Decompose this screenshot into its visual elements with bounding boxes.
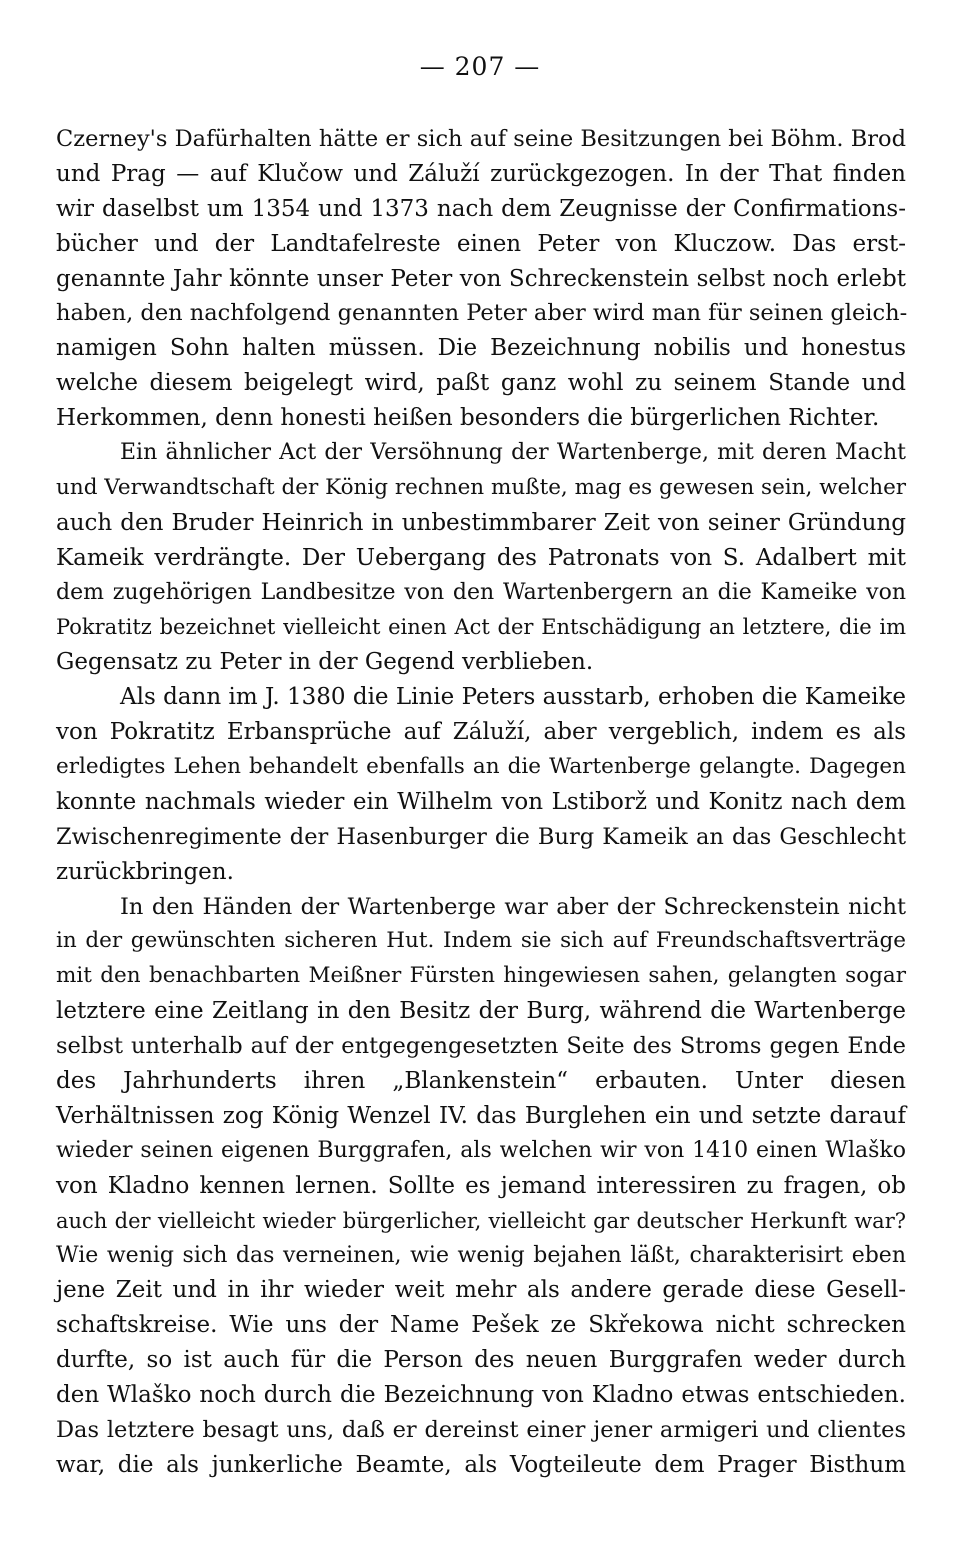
text-line: haben, den nachfolgend genannten Peter aber wird man für seinen gleich- <box>56 300 908 327</box>
text-line: Ein ähnlicher Act der Versöhnung der Wartenberge, mit deren Macht <box>120 440 906 466</box>
text-line: bücher und der Landtafelreste einen Peter von Kluczow. Das erst- <box>56 230 906 257</box>
text-line: Herkommen, denn honesti heißen besonders die bürgerlichen Richter. <box>56 405 880 432</box>
text-line: in der gewünschten sicheren Hut. Indem sie sich auf Freundschaftsverträge <box>56 928 906 954</box>
text-line: wir daselbst um 1354 und 1373 nach dem Zeugnisse der Confirmations- <box>56 195 906 222</box>
text-line: und Prag — auf Klučow und Záluží zurückgezogen. In der That finden <box>56 160 906 187</box>
text-line: jene Zeit und in ihr wieder weit mehr als andere gerade diese Gesell- <box>56 1277 906 1304</box>
text-line: auch den Bruder Heinrich in unbestimmbarer Zeit von seiner Gründung <box>56 509 906 536</box>
text-line: In den Händen der Wartenberge war aber der Schreckenstein nicht <box>120 893 906 920</box>
text-line: zurückbringen. <box>56 858 234 885</box>
text-line: des Jahrhunderts ihren „Blankenstein“ erbauten. Unter diesen <box>56 1068 906 1095</box>
text-line: Czerney's Dafürhalten hätte er sich auf seine Besitzungen bei Böhm. Brod <box>56 126 906 152</box>
text-line: Wie wenig sich das verneinen, wie wenig bejahen läßt, charakterisirt eben <box>56 1242 906 1268</box>
text-line: durfte, so ist auch für die Person des neuen Burggrafen weder durch <box>56 1347 906 1374</box>
text-line: auch der vielleicht wieder bürgerlicher, vielleicht gar deutscher Herkunft war? <box>56 1208 906 1233</box>
page-number-header: — 207 — <box>419 52 541 81</box>
text-line: welche diesem beigelegt wird, paßt ganz wohl zu seinem Stande und <box>56 370 906 397</box>
text-line: Als dann im J. 1380 die Linie Peters ausstarb, erhoben die Kameike <box>120 684 906 711</box>
text-line: Gegensatz zu Peter in der Gegend verblieben. <box>56 649 594 676</box>
text-line: namigen Sohn halten müssen. Die Bezeichnung nobilis und honestus <box>56 335 906 362</box>
text-line: genannte Jahr könnte unser Peter von Schreckenstein selbst noch erlebt <box>56 265 906 292</box>
text-line: mit den benachbarten Meißner Fürsten hingewiesen sahen, gelangten sogar <box>56 963 906 989</box>
text-body <box>56 122 906 1483</box>
text-line: konnte nachmals wieder ein Wilhelm von Lstiborž und Konitz nach dem <box>56 788 906 815</box>
text-line: Kameik verdrängte. Der Uebergang des Patronats von S. Adalbert mit <box>56 544 906 571</box>
text-line: dem zugehörigen Landbesitze von den Wartenbergern an die Kameike von <box>56 579 906 605</box>
text-line: Zwischenregimente der Hasenburger die Burg Kameik an das Geschlecht <box>56 823 906 850</box>
text-line: Verhältnissen zog König Wenzel IV. das Burglehen ein und setzte darauf <box>56 1102 906 1129</box>
text-line: Pokratitz bezeichnet vielleicht einen Act der Entschädigung an letztere, die im <box>56 615 906 640</box>
text-line: letztere eine Zeitlang in den Besitz der Burg, während die Wartenberge <box>56 998 906 1025</box>
text-line: erledigtes Lehen behandelt ebenfalls an die Wartenberge gelangte. Dagegen <box>56 754 906 780</box>
text-line: selbst unterhalb auf der entgegengesetzten Seite des Stroms gegen Ende <box>56 1033 906 1060</box>
text-line: und Verwandtschaft der König rechnen mußte, mag es gewesen sein, welcher <box>56 474 907 500</box>
text-line: schaftskreise. Wie uns der Name Pešek ze Skřekowa nicht schrecken <box>56 1312 906 1339</box>
text-line: wieder seinen eigenen Burggrafen, als welchen wir von 1410 einen Wlaško <box>56 1137 906 1163</box>
text-line: war, die als junkerliche Beamte, als Vogteileute dem Prager Bisthum <box>56 1451 906 1478</box>
text-line: Das letztere besagt uns, daß er dereinst einer jener armigeri und clientes <box>56 1416 906 1443</box>
text-line: den Wlaško noch durch die Bezeichnung von Kladno etwas entschieden. <box>56 1382 906 1409</box>
text-line: von Kladno kennen lernen. Sollte es jemand interessiren zu fragen, ob <box>56 1172 906 1199</box>
text-line: von Pokratitz Erbansprüche auf Záluží, aber vergeblich, indem es als <box>56 719 906 746</box>
